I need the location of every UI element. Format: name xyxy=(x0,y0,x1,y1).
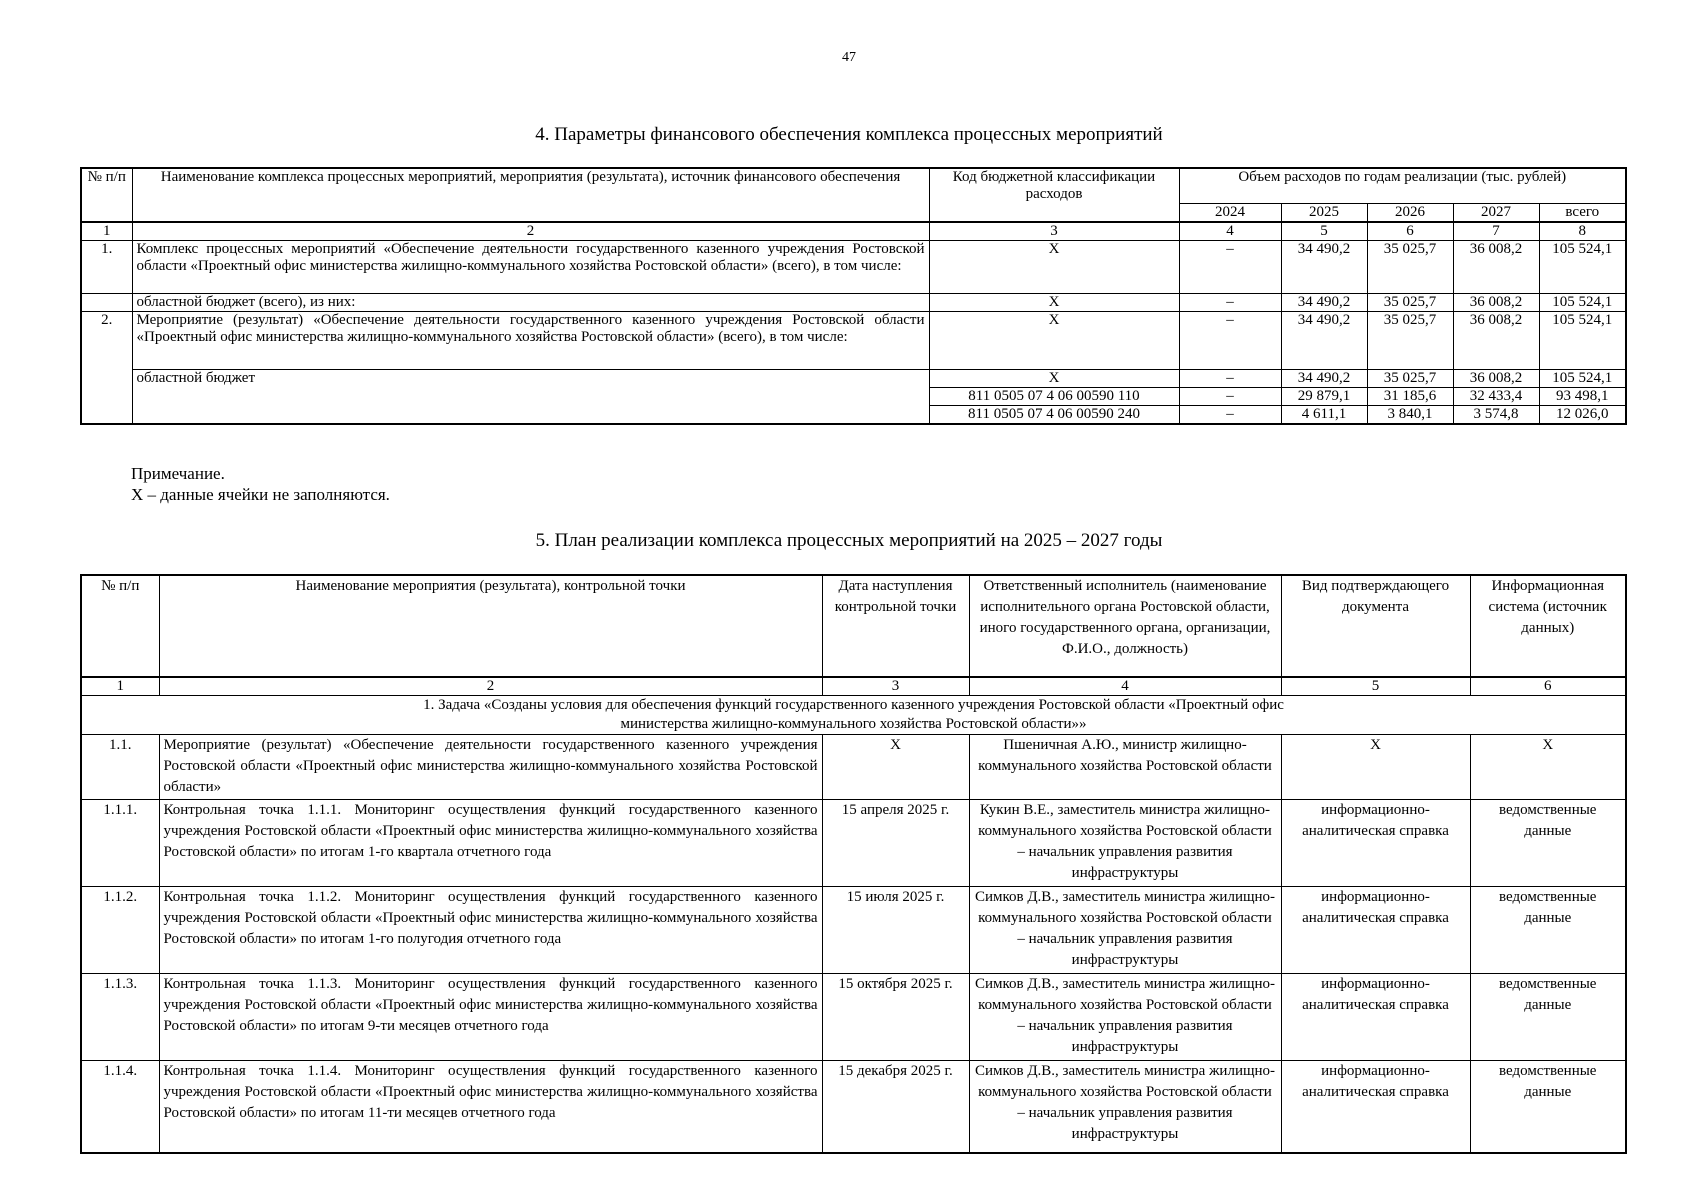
row-name: Мероприятие (результат) «Обеспечение деятельности государственного казенного учреждения Ростовской области «Проектный офис министерства жилищно-коммунального хозяйства Ростовской области» (всего), в том числе: xyxy=(132,312,929,370)
row-2024: – xyxy=(1179,370,1281,388)
row-code: 811 0505 07 4 06 00590 240 xyxy=(929,406,1179,425)
table-row xyxy=(81,370,1626,388)
table-row xyxy=(81,800,1626,887)
row-system: X xyxy=(1470,735,1626,800)
row-name: Контрольная точка 1.1.3. Мониторинг осуществления функций государственного казенного учреждения Ростовской области «Проектный офис министерства жилищно-коммунального хозяйства Ростовской области» по итогам 9-ти месяцев отчетного года xyxy=(159,974,822,1061)
row-code: X xyxy=(929,312,1179,370)
header-name: Наименование мероприятия (результата), контрольной точки xyxy=(159,575,822,677)
header-system: Информационная система (источник данных) xyxy=(1470,575,1626,677)
col-number: 6 xyxy=(1470,677,1626,696)
row-responsible: Кукин В.Е., заместитель министра жилищно-коммунального хозяйства Ростовской области – начальник управления развития инфраструктуры xyxy=(969,800,1281,887)
row-2026: 3 840,1 xyxy=(1367,406,1453,425)
col-number: 3 xyxy=(929,222,1179,241)
row-name: Контрольная точка 1.1.1. Мониторинг осуществления функций государственного казенного учреждения Ростовской области «Проектный офис министерства жилищно-коммунального хозяйства Ростовской области» по итогам 1-го квартала отчетного года xyxy=(159,800,822,887)
row-total: 105 524,1 xyxy=(1539,370,1626,388)
row-code: X xyxy=(929,241,1179,294)
row-responsible: Пшеничная А.Ю., министр жилищно-коммунального хозяйства Ростовской области xyxy=(969,735,1281,800)
row-2026: 31 185,6 xyxy=(1367,388,1453,406)
header-2025: 2025 xyxy=(1281,204,1367,223)
row-2027: 36 008,2 xyxy=(1453,312,1539,370)
header-row xyxy=(81,168,1626,204)
row-2025: 29 879,1 xyxy=(1281,388,1367,406)
header-name: Наименование комплекса процессных мероприятий, мероприятия (результата), источник финансового обеспечения xyxy=(132,168,929,222)
row-total: 105 524,1 xyxy=(1539,312,1626,370)
row-2026: 35 025,7 xyxy=(1367,241,1453,294)
header-2026: 2026 xyxy=(1367,204,1453,223)
row-code: 811 0505 07 4 06 00590 110 xyxy=(929,388,1179,406)
row-2025: 34 490,2 xyxy=(1281,294,1367,312)
header-2024: 2024 xyxy=(1179,204,1281,223)
row-responsible: Симков Д.В., заместитель министра жилищно-коммунального хозяйства Ростовской области – начальник управления развития инфраструктуры xyxy=(969,1061,1281,1153)
header-responsible: Ответственный исполнитель (наименование исполнительного органа Ростовской области, иного государственного органа, организации, Ф.И.О., должность) xyxy=(969,575,1281,677)
row-total: 12 026,0 xyxy=(1539,406,1626,425)
row-total: 93 498,1 xyxy=(1539,388,1626,406)
row-num: 1. xyxy=(81,241,132,294)
row-responsible: Симков Д.В., заместитель министра жилищно-коммунального хозяйства Ростовской области – начальник управления развития инфраструктуры xyxy=(969,887,1281,974)
col-number: 2 xyxy=(159,677,822,696)
implementation-plan-table xyxy=(80,574,1627,1154)
header-2027: 2027 xyxy=(1453,204,1539,223)
row-system: ведомственные данные xyxy=(1470,800,1626,887)
table-row xyxy=(81,312,1626,370)
column-numbers-row xyxy=(81,222,1626,241)
row-responsible: Симков Д.В., заместитель министра жилищно-коммунального хозяйства Ростовской области – начальник управления развития инфраструктуры xyxy=(969,974,1281,1061)
header-row xyxy=(81,575,1626,677)
note-title: Примечание. xyxy=(131,464,225,483)
row-date: 15 июля 2025 г. xyxy=(822,887,969,974)
col-number: 4 xyxy=(1179,222,1281,241)
header-doc: Вид подтверждающего документа xyxy=(1281,575,1470,677)
table-row xyxy=(81,1061,1626,1153)
row-code: X xyxy=(929,370,1179,388)
row-system: ведомственные данные xyxy=(1470,1061,1626,1153)
col-number: 8 xyxy=(1539,222,1626,241)
col-number: 6 xyxy=(1367,222,1453,241)
row-2025: 34 490,2 xyxy=(1281,241,1367,294)
section-5-title: 5. План реализации комплекса процессных мероприятий на 2025 – 2027 годы xyxy=(535,530,1163,551)
col-number: 5 xyxy=(1281,677,1470,696)
row-date: X xyxy=(822,735,969,800)
row-system: ведомственные данные xyxy=(1470,974,1626,1061)
row-2025: 34 490,2 xyxy=(1281,370,1367,388)
row-name: Комплекс процессных мероприятий «Обеспечение деятельности государственного казенного учреждения Ростовской области «Проектный офис министерства жилищно-коммунального хозяйства Ростовской области» (всего), в том числе: xyxy=(132,241,929,294)
row-2024: – xyxy=(1179,312,1281,370)
page-number: 47 xyxy=(842,50,856,65)
row-name: областной бюджет (всего), из них: xyxy=(132,294,929,312)
row-2026: 35 025,7 xyxy=(1367,312,1453,370)
col-number: 1 xyxy=(81,677,159,696)
task-row xyxy=(81,696,1626,735)
row-name: Мероприятие (результат) «Обеспечение деятельности государственного казенного учреждения Ростовской области «Проектный офис министерства жилищно-коммунального хозяйства Ростовской области» xyxy=(159,735,822,800)
row-name: областной бюджет xyxy=(132,370,929,425)
row-date: 15 апреля 2025 г. xyxy=(822,800,969,887)
table-row xyxy=(81,974,1626,1061)
col-number: 1 xyxy=(81,222,132,241)
note-text: X – данные ячейки не заполняются. xyxy=(131,485,390,504)
table-row xyxy=(81,241,1626,294)
row-name: Контрольная точка 1.1.2. Мониторинг осуществления функций государственного казенного учреждения Ростовской области «Проектный офис министерства жилищно-коммунального хозяйства Ростовской области» по итогам 1-го полугодия отчетного года xyxy=(159,887,822,974)
row-2026: 35 025,7 xyxy=(1367,294,1453,312)
row-date: 15 октября 2025 г. xyxy=(822,974,969,1061)
col-number: 2 xyxy=(132,222,929,241)
row-2025: 4 611,1 xyxy=(1281,406,1367,425)
row-doc: информационно-аналитическая справка xyxy=(1281,1061,1470,1153)
column-numbers-row xyxy=(81,677,1626,696)
col-number: 7 xyxy=(1453,222,1539,241)
table-row xyxy=(81,294,1626,312)
row-2024: – xyxy=(1179,294,1281,312)
row-2024: – xyxy=(1179,388,1281,406)
row-2027: 32 433,4 xyxy=(1453,388,1539,406)
row-num: 1.1. xyxy=(81,735,159,800)
row-doc: X xyxy=(1281,735,1470,800)
header-date: Дата наступления контрольной точки xyxy=(822,575,969,677)
header-num: № п/п xyxy=(81,575,159,677)
row-2024: – xyxy=(1179,241,1281,294)
header-code: Код бюджетной классификации расходов xyxy=(929,168,1179,222)
section-4-title: 4. Параметры финансового обеспечения комплекса процессных мероприятий xyxy=(535,124,1163,145)
row-num: 1.1.4. xyxy=(81,1061,159,1153)
row-date: 15 декабря 2025 г. xyxy=(822,1061,969,1153)
row-2027: 3 574,8 xyxy=(1453,406,1539,425)
row-num: 1.1.3. xyxy=(81,974,159,1061)
financing-table xyxy=(80,167,1627,425)
row-total: 105 524,1 xyxy=(1539,241,1626,294)
row-code: X xyxy=(929,294,1179,312)
header-num: № п/п xyxy=(81,168,132,222)
row-num xyxy=(81,294,132,312)
task-title: 1. Задача «Созданы условия для обеспечения функций государственного казенного учреждения Ростовской области «Проектный офис министерства жилищно-коммунального хозяйства Ростовской области»» xyxy=(81,696,1626,735)
col-number: 3 xyxy=(822,677,969,696)
table-row xyxy=(81,735,1626,800)
table-row xyxy=(81,887,1626,974)
row-2025: 34 490,2 xyxy=(1281,312,1367,370)
col-number: 4 xyxy=(969,677,1281,696)
row-2026: 35 025,7 xyxy=(1367,370,1453,388)
row-2027: 36 008,2 xyxy=(1453,241,1539,294)
row-doc: информационно-аналитическая справка xyxy=(1281,974,1470,1061)
row-2024: – xyxy=(1179,406,1281,425)
row-num: 2. xyxy=(81,312,132,425)
row-num: 1.1.2. xyxy=(81,887,159,974)
row-2027: 36 008,2 xyxy=(1453,294,1539,312)
col-number: 5 xyxy=(1281,222,1367,241)
row-doc: информационно-аналитическая справка xyxy=(1281,887,1470,974)
row-doc: информационно-аналитическая справка xyxy=(1281,800,1470,887)
row-system: ведомственные данные xyxy=(1470,887,1626,974)
row-total: 105 524,1 xyxy=(1539,294,1626,312)
row-name: Контрольная точка 1.1.4. Мониторинг осуществления функций государственного казенного учреждения Ростовской области «Проектный офис министерства жилищно-коммунального хозяйства Ростовской области» по итогам 11-ти месяцев отчетного года xyxy=(159,1061,822,1153)
header-total: всего xyxy=(1539,204,1626,223)
row-2027: 36 008,2 xyxy=(1453,370,1539,388)
header-volume: Объем расходов по годам реализации (тыс. рублей) xyxy=(1179,168,1626,204)
row-num: 1.1.1. xyxy=(81,800,159,887)
